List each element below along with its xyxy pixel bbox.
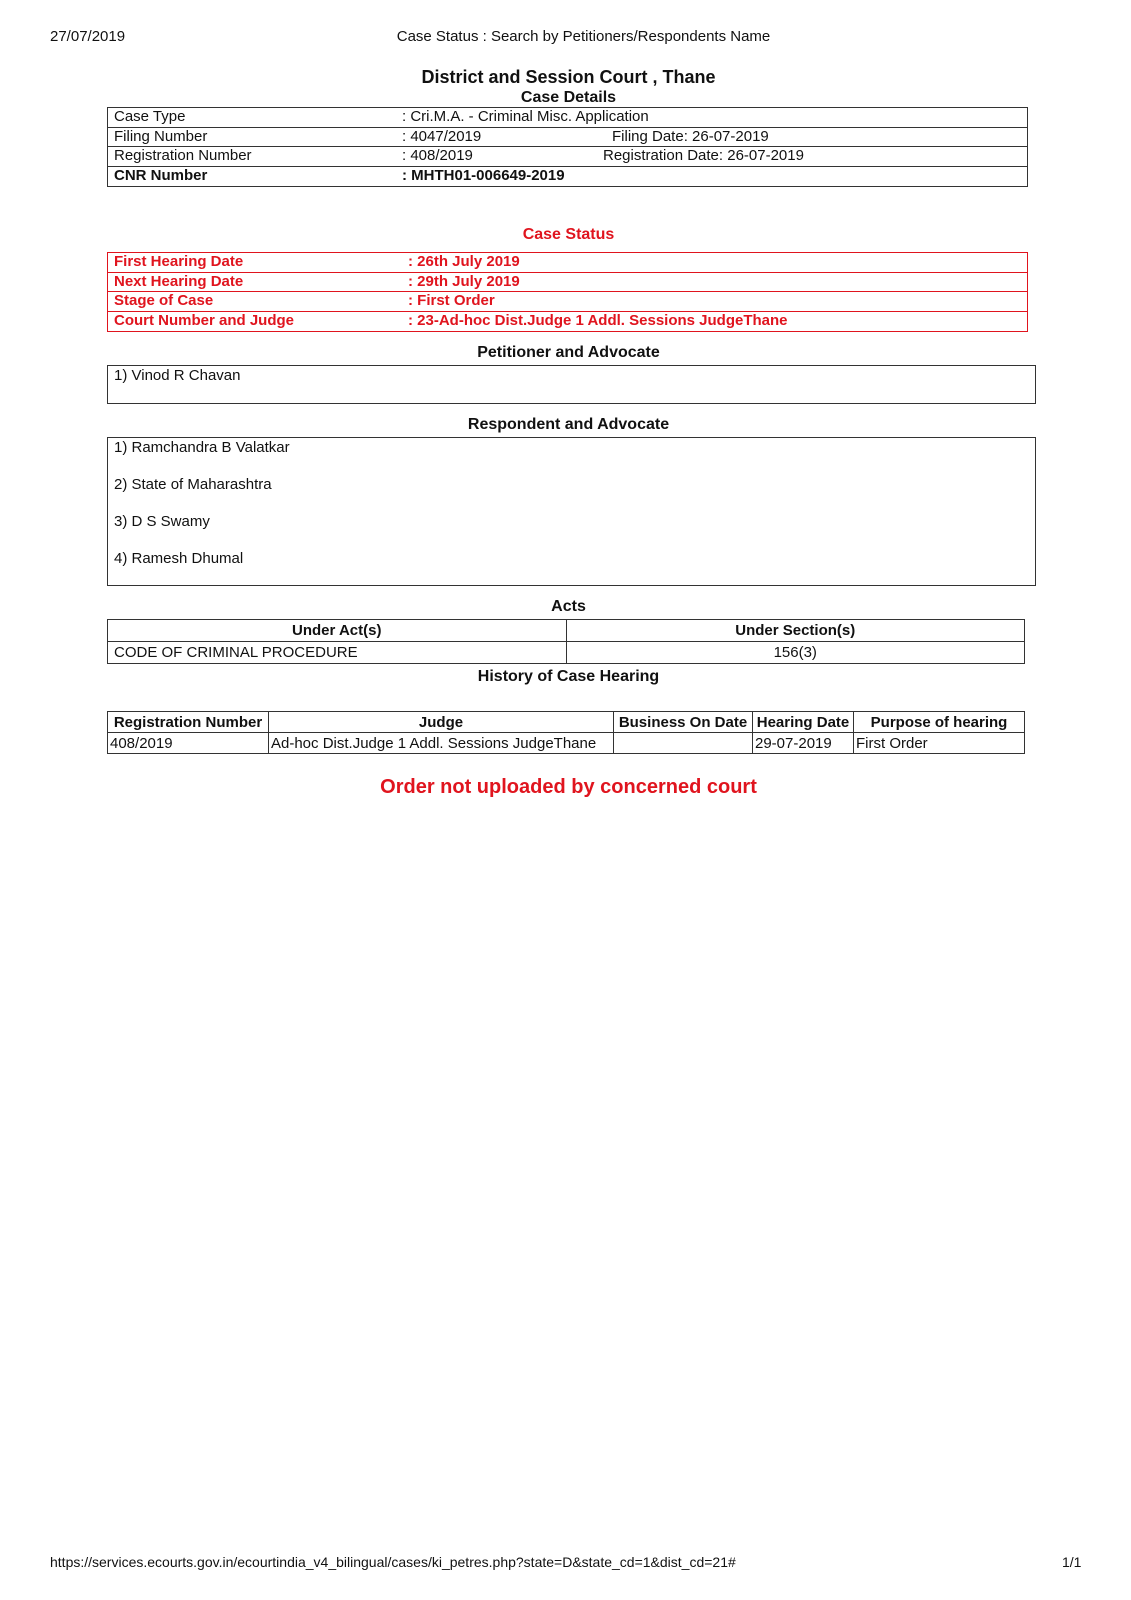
history-column-header: Purpose of hearing: [854, 712, 1025, 733]
act-section-cell: 156(3): [566, 642, 1025, 664]
case-details-table: [107, 107, 1028, 187]
petitioner-heading: Petitioner and Advocate: [477, 344, 660, 361]
history-column-header: Business On Date: [614, 712, 753, 733]
acts-column-header: Under Act(s): [108, 620, 567, 642]
case-status-table: [107, 252, 1028, 332]
history-column-header: Judge: [269, 712, 614, 733]
footer-url: https://services.ecourts.gov.in/ecourtindia_v4_bilingual/cases/ki_petres.php?state=D&state_cd=1&dist_cd=21#: [50, 1554, 736, 1570]
history-table: [107, 711, 1025, 754]
history-heading: History of Case Hearing: [477, 668, 660, 685]
case-type-label: Case Type: [114, 108, 186, 125]
case-details-row: [108, 128, 1027, 148]
order-status-message: Order not uploaded by concerned court: [380, 776, 757, 798]
respondent-item: 3) D S Swamy: [114, 513, 210, 530]
history-cell: Ad-hoc Dist.Judge 1 Addl. Sessions JudgeThane: [269, 733, 614, 754]
court-judge-label: Court Number and Judge: [114, 311, 295, 329]
table-row: [108, 733, 1025, 754]
respondent-item: 2) State of Maharashtra: [114, 476, 272, 493]
case-details-row: [108, 108, 1027, 128]
print-date: 27/07/2019: [50, 28, 126, 45]
filing-number-label: Filing Number: [114, 127, 208, 145]
case-details-row: [108, 147, 1027, 167]
acts-column-header: Under Section(s): [566, 620, 1025, 642]
stage-of-case-value: : First Order: [408, 292, 495, 309]
first-hearing-value: : 26th July 2019: [408, 253, 520, 270]
first-hearing-label: First Hearing Date: [114, 253, 244, 270]
history-cell: 29-07-2019: [753, 733, 854, 754]
case-status-row: [108, 253, 1027, 273]
acts-heading: Acts: [551, 598, 586, 615]
case-details-heading: Case Details: [520, 89, 617, 106]
acts-table: [107, 619, 1025, 664]
petitioner-box: [107, 365, 1036, 404]
court-judge-value: : 23-Ad-hoc Dist.Judge 1 Addl. Sessions JudgeThane: [408, 311, 788, 329]
case-status-row: [108, 312, 1027, 332]
cnr-number-value: : MHTH01-006649-2019: [402, 166, 565, 184]
next-hearing-value: : 29th July 2019: [408, 272, 520, 290]
stage-of-case-label: Stage of Case: [114, 292, 214, 309]
history-column-header: Registration Number: [108, 712, 269, 733]
footer-page-number: 1/1: [1062, 1554, 1082, 1570]
respondent-box: [107, 437, 1036, 586]
respondent-heading: Respondent and Advocate: [467, 416, 670, 433]
print-page-title: Case Status : Search by Petitioners/Respondents Name: [396, 28, 771, 45]
history-cell: First Order: [854, 733, 1025, 754]
case-status-row: [108, 292, 1027, 312]
respondent-item: 4) Ramesh Dhumal: [114, 550, 244, 567]
cnr-number-label: CNR Number: [114, 166, 208, 184]
respondent-item: 1) Ramchandra B Valatkar: [114, 439, 290, 456]
history-cell: 408/2019: [108, 733, 269, 754]
next-hearing-label: Next Hearing Date: [114, 272, 244, 290]
filing-date: Filing Date: 26-07-2019: [612, 127, 769, 145]
case-status-row: [108, 273, 1027, 293]
case-details-row: [108, 167, 1027, 187]
registration-number-label: Registration Number: [114, 147, 252, 164]
case-status-heading: Case Status: [522, 226, 615, 243]
history-cell: [614, 733, 753, 754]
history-column-header: Hearing Date: [753, 712, 854, 733]
act-name-cell: CODE OF CRIMINAL PROCEDURE: [108, 642, 567, 664]
case-type-value: : Cri.M.A. - Criminal Misc. Application: [402, 108, 649, 125]
filing-number-value: : 4047/2019: [402, 127, 482, 145]
court-title: District and Session Court , Thane: [421, 67, 716, 87]
table-row: [108, 642, 1025, 664]
petitioner-item: 1) Vinod R Chavan: [114, 367, 241, 384]
registration-number-value: : 408/2019: [402, 147, 473, 164]
registration-date: Registration Date: 26-07-2019: [603, 147, 804, 164]
